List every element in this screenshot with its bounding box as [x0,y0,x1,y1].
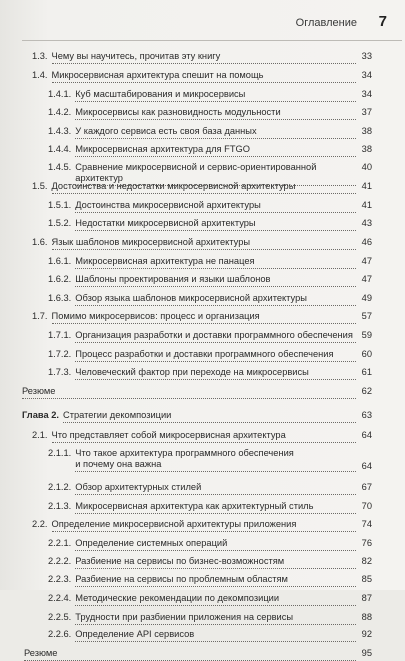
toc-entry-page: 64 [361,430,372,440]
toc-entry-page: 46 [361,237,372,247]
toc-entry [48,448,372,472]
toc-entry [48,89,372,102]
toc-entry-page: 47 [361,256,372,266]
toc-entry-number: 2.1.2. [48,482,72,492]
toc-entry [32,311,372,324]
toc-entry [32,51,372,64]
toc-entry-title: Микросервисная архитектура как архитектурный стиль [75,501,356,514]
toc-entry-title: Человеческий фактор при переходе на микросервисы [75,367,356,380]
toc-entry-page: 38 [361,126,372,136]
toc-entry-page: 95 [361,648,372,658]
toc-entry [48,629,372,642]
toc-entry-number: 2.2.1. [48,538,72,548]
toc-entry-page: 64 [361,461,372,471]
toc-entry-number: 1.6.2. [48,274,72,284]
toc-entry-title: Определение системных операций [75,538,356,551]
toc-entry [48,538,372,551]
toc-entry [48,482,372,495]
toc-entry-page: 34 [361,89,372,99]
toc-entry-title: Обзор архитектурных стилей [75,482,356,495]
toc-entry-title: Определение API сервисов [75,629,356,642]
toc-entry [32,237,372,250]
toc-entry [48,593,372,606]
toc-entry-page: 62 [361,386,372,396]
toc-entry-title: Шаблоны проектирования и языки шаблонов [75,274,356,287]
toc-entry-title: Чему вы научитесь, прочитав эту книгу [52,51,356,64]
toc-entry-number: 1.3. [32,51,48,61]
toc-entry-page: 88 [361,612,372,622]
header-rule [22,40,402,41]
toc-entry-number: 1.6.1. [48,256,72,266]
toc-entry-number: 2.2.2. [48,556,72,566]
toc-entry-page: 33 [361,51,372,61]
toc-entry-title-line: и почему она важна [75,459,162,469]
toc-entry-title: Организация разработки и доставки программного обеспечения [75,330,356,343]
toc-entry-title: Микросервисная архитектура спешит на помощь [52,70,356,83]
toc-entry-page: 37 [361,107,372,117]
toc-entry-number: 2.1. [32,430,48,440]
toc-entry-number: 1.4. [32,70,48,80]
toc-entry-page: 87 [361,593,372,603]
toc-entry-title: Куб масштабирования и микросервисы [75,89,356,102]
toc-entry-title: Достоинства и недостатки микросервисной архитектуры [52,181,356,194]
toc-entry-title: Микросервисная архитектура для FTGO [75,144,356,157]
toc-entry [48,574,372,587]
toc-entry-number: 1.4.4. [48,144,72,154]
toc-entry-number: 1.7.1. [48,330,72,340]
page-header [0,13,405,37]
toc-entry [48,556,372,569]
toc-entry [22,386,372,399]
toc-entry-title: У каждого сервиса есть своя база данных [75,126,356,139]
toc-entry [48,293,372,306]
toc-entry-page: 63 [361,410,372,420]
toc-entry-number: 2.2. [32,519,48,529]
toc-entry-number: 2.1.3. [48,501,72,511]
toc-entry [48,274,372,287]
toc-entry-page: 60 [361,349,372,359]
toc-entry-number: 1.7.3. [48,367,72,377]
toc-entry-title: Резюме [22,386,356,399]
toc-entry-page: 59 [361,330,372,340]
toc-entry-page: 57 [361,311,372,321]
toc-entry-page: 82 [361,556,372,566]
page-number: 7 [378,13,387,30]
toc-entry-title: Определение микросервисной архитектуры приложения [52,519,356,532]
toc-entry [48,367,372,380]
toc-entry [22,410,372,423]
toc-entry-number: 1.6. [32,237,48,247]
toc-entry-page: 92 [361,629,372,639]
toc-entry [48,144,372,157]
toc-entry [32,519,372,532]
toc-entry-number: 1.6.3. [48,293,72,303]
running-title: Оглавление [295,17,357,29]
toc-entry [48,256,372,269]
toc-entry-title-line: Что такое архитектура программного обеспечения [75,448,294,458]
toc-entry-page: 43 [361,218,372,228]
toc-entry-number: 2.2.4. [48,593,72,603]
toc-entry-page: 41 [361,181,372,191]
toc-entry-number: 1.4.2. [48,107,72,117]
toc-entry-number: 2.2.6. [48,629,72,639]
toc-entry-page: 34 [361,70,372,80]
toc-entry-title: Разбиение на сервисы по бизнес-возможностям [75,556,356,569]
toc-entry-number: 2.1.1. [48,448,72,458]
toc-entry-number: 1.7. [32,311,48,321]
toc-entry-title: Что представляет собой микросервисная архитектура [52,430,356,443]
toc-entry-title: Микросервисы как разновидность модульности [75,107,356,120]
toc-entry-number: 1.5.2. [48,218,72,228]
toc-entry-number: 2.2.5. [48,612,72,622]
toc-entry-title: Микросервисная архитектура не панацея [75,256,356,269]
toc-entry-number: 2.2.3. [48,574,72,584]
toc-entry [32,70,372,83]
toc-entry-page: 76 [361,538,372,548]
toc-entry-number: 1.7.2. [48,349,72,359]
toc-entry-number: 1.4.3. [48,126,72,136]
toc-entry-title: Стратегии декомпозиции [63,410,356,423]
toc-entry-page: 38 [361,144,372,154]
toc-entry [48,126,372,139]
toc-entry [48,349,372,362]
toc-entry-title: Помимо микросервисов: процесс и организация [52,311,356,324]
toc-entry [48,501,372,514]
toc-entry-title: Недостатки микросервисной архитектуры [75,218,356,231]
toc-entry-page: 49 [361,293,372,303]
toc-entry [24,648,372,661]
toc-entry-page: 61 [361,367,372,377]
toc-entry-title: Методические рекомендации по декомпозиции [75,593,356,606]
toc-entry-page: 85 [361,574,372,584]
toc-entry-title: Язык шаблонов микросервисной архитектуры [52,237,356,250]
toc-entry-title: Обзор языка шаблонов микросервисной архитектуры [75,293,356,306]
toc-entry-title: Процесс разработки и доставки программного обеспечения [75,349,356,362]
toc-entry-number: 1.5.1. [48,200,72,210]
toc-entry-page: 40 [361,162,372,172]
toc-entry-page: 67 [361,482,372,492]
toc-entry-title: Разбиение на сервисы по проблемным областям [75,574,356,587]
toc-entry-title [75,448,356,472]
toc-entry-title: Достоинства микросервисной архитектуры [75,200,356,213]
toc-entry-page: 47 [361,274,372,284]
toc-entry [48,200,372,213]
toc-entry-title: Трудности при разбиении приложения на сервисы [75,612,356,625]
toc-entry-page: 41 [361,200,372,210]
toc-entry [48,330,372,343]
toc-entry [32,181,372,194]
toc-entry-title: Резюме [24,648,356,661]
toc-entry-page: 74 [361,519,372,529]
toc-entry [48,107,372,120]
toc-entry [48,218,372,231]
toc-entry-title: Сравнение микросервисной и сервис-ориентированной архитектур [75,162,356,186]
toc-entry [48,612,372,625]
toc-entry-number: Глава 2. [22,410,59,420]
toc-entry-number: 1.4.5. [48,162,72,172]
toc-entry-number: 1.4.1. [48,89,72,99]
toc-entry [32,430,372,443]
toc-entry-page: 70 [361,501,372,511]
toc-entry-number: 1.5. [32,181,48,191]
